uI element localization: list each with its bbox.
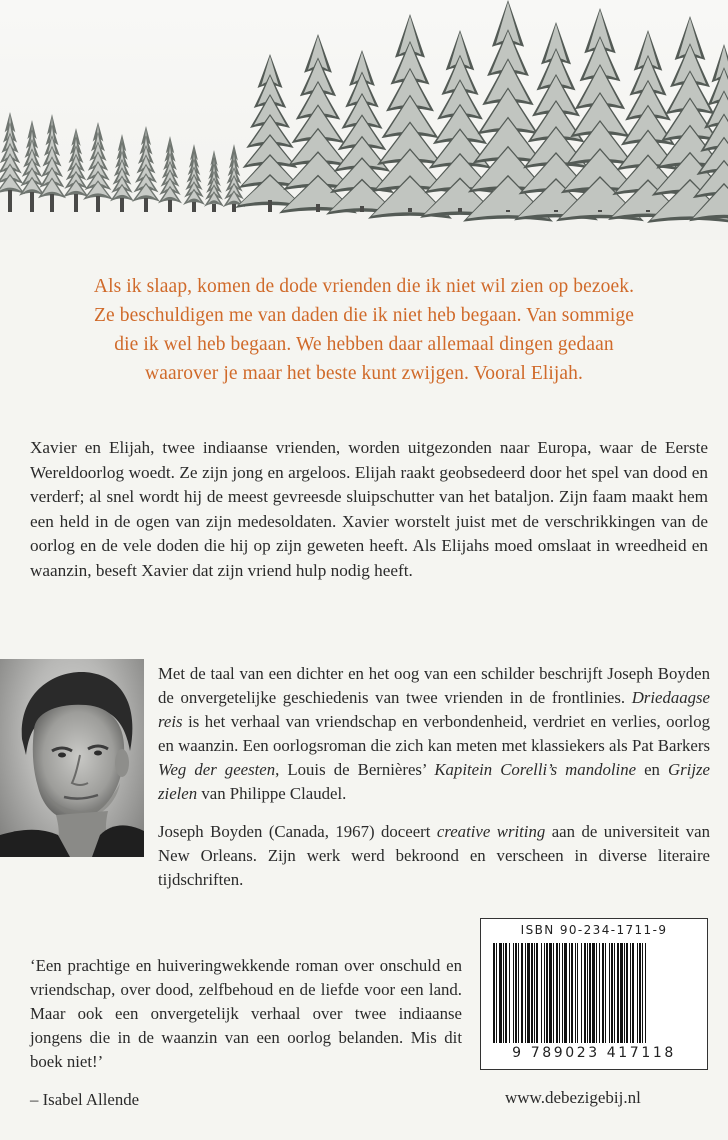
- publisher-website[interactable]: www.debezigebij.nl: [505, 1088, 641, 1107]
- summary-section: [30, 436, 708, 583]
- pull-quote: [50, 272, 678, 388]
- description-text-b: is het verhaal van vriendschap en verbondenheid, verdriet en verlies, oorlog en waanzin. Een oorlogsroman die zich kan meten met klassiekers als Pat Barkers: [158, 712, 710, 755]
- pull-quote-line-3: die ik wel heb begaan. We hebben daar allemaal dingen gedaan: [114, 334, 614, 355]
- author-bio-text-a: Joseph Boyden (Canada, 1967) doceert: [158, 822, 437, 841]
- author-bio-text-b: aan de universiteit van New Orleans. Zijn werk werd bekroond en verscheen in diverse literaire tijdschriften.: [158, 822, 711, 889]
- isbn-barcode: [480, 918, 708, 1070]
- barcode-bars: [491, 943, 697, 1043]
- review-quote: [30, 954, 462, 1074]
- creative-writing-term: creative writing: [436, 822, 546, 841]
- header-photo-snowy-forest: [0, 0, 728, 240]
- pull-quote-line-2: Ze beschuldigen me van daden die ik niet heb begaan. Van sommige: [94, 305, 634, 326]
- ean-digits: 9 789023 417118: [512, 1045, 676, 1061]
- pull-quote-line-4: waarover je maar het beste kunt zwijgen. Vooral Elijah.: [145, 363, 583, 384]
- review-author: – Isabel Allende: [30, 1090, 140, 1109]
- pull-quote-line-1: Als ik slaap, komen de dode vrienden die ik niet wil zien op bezoek.: [93, 276, 635, 297]
- description-section: [158, 662, 710, 892]
- summary-paragraph: Xavier en Elijah, twee indiaanse vrienden, worden uitgezonden naar Europa, waar de Eerste Wereldoorlog woedt. Ze zijn jong en argeloos. Elijah raakt geobsedeerd door het spel van dood en verderf; al snel wordt hij de meest gevreesde sluipschutter van het bataljon. Zijn faam maakt hem een held in de ogen van zijn medesoldaten. Xavier worstelt juist met de verschrikkingen van de oorlog en de vele doden die hij op zijn geweten heeft. Als Elijahs moed omslaat in wreedheid en waanzin, beseft Xavier dat zijn vriend hulp nodig heeft.: [30, 438, 708, 580]
- title-weg-der-geesten: Weg der geesten: [158, 760, 276, 779]
- title-grijze-zielen: Grijze zielen: [158, 760, 710, 803]
- isbn-number: ISBN 90-234-1711-9: [520, 923, 668, 937]
- review-text: ‘Een prachtige en huiveringwekkende roman over onschuld en vriendschap, over dood, zelfbehoud en de liefde voor een land. Maar ook een onvergetelijk verhaal over twee indiaanse jongens die in de waanzin van een oorlog belanden. Mis dit boek niet!’: [30, 956, 462, 1071]
- description-text-e: van Philippe Claudel.: [197, 784, 347, 803]
- author-bio-paragraph: [158, 820, 710, 892]
- description-text-a: Met de taal van een dichter en het oog van een schilder beschrijft Joseph Boyden de onvergetelijke geschiedenis van twee vrienden in de frontlinies.: [158, 664, 710, 707]
- snowy-forest-illustration: [0, 0, 728, 240]
- title-driedaagse-reis: Driedaagse reis: [158, 688, 710, 731]
- description-text-d: en: [636, 760, 669, 779]
- title-kapitein-corelli: Kapitein Corelli’s mandoline: [434, 760, 637, 779]
- description-paragraph-1: [158, 662, 710, 806]
- description-text-c: , Louis de Bernières’: [275, 760, 435, 779]
- author-portrait-image: [0, 659, 144, 857]
- author-portrait: [0, 659, 144, 857]
